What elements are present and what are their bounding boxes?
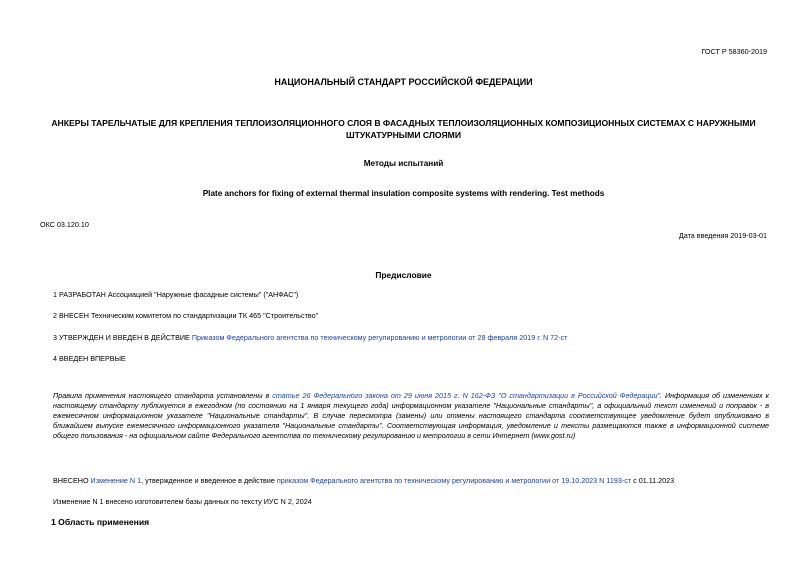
document-title-line-2: ШТУКАТУРНЫМИ СЛОЯМИ [345, 130, 462, 140]
document-title-line-1: АНКЕРЫ ТАРЕЛЬЧАТЫЕ ДЛЯ КРЕПЛЕНИЯ ТЕПЛОИЗОЛЯЦИОННОГО СЛОЯ В ФАСАДНЫХ ТЕПЛОИЗОЛЯЦИОННЫХ КОМПОЗИЦИОННЫХ СИСТЕМАХ С НАРУЖНЫМИ [51, 118, 756, 128]
foreword-item-4: 4 ВВЕДЕН ВПЕРВЫЕ [53, 354, 126, 363]
document-subtitle: Методы испытаний [363, 159, 444, 168]
foreword-item-2: 2 ВНЕСЕН Техническим комитетом по стандартизации ТК 465 "Строительство" [53, 311, 319, 320]
oks-code: ОКС 03.120.10 [40, 220, 89, 229]
rules-text-1: Правила применения настоящего стандарта установлены в [53, 391, 270, 400]
change-1-link[interactable]: Изменение N 1 [90, 476, 142, 485]
amendment-suffix: с 01.11.2023 [633, 476, 675, 485]
federal-law-link[interactable]: статье 26 Федерального закона от 29 июня 2015 г. N 162-ФЗ "О стандартизации в Российской Федерации" [272, 391, 661, 400]
document-title [0, 117, 807, 141]
amendment-middle: , утвержденное и введенное в действие [141, 476, 275, 485]
rules-text-2: . Информация об изменениях к настоящему стандарту публикуется в ежегодном (по состоянию на 1 января текущего года) информационном указателе "Национальные стандарты", а официальный текст изменений и поправок - в ежемесячном информационном указателе "Национальные стандарты". В случае пересмотра (замены) или отмены настоящего стандарта соответствующее уведомление будет опубликовано в ближайшем выпуске ежемесячного информационного указателя "Национальные стандарты". Соответствующая информация, уведомление и тексты размещаются также в информационной системе общего пользования - на официальном сайте Федерального агентства по техническому регулированию и метрологии в сети Интернет (www.gost.ru) [53, 391, 769, 440]
section-heading-scope: 1 Область применения [51, 517, 150, 527]
amendment-line [53, 476, 674, 485]
approval-order-link[interactable]: Приказом Федерального агентства по техническому регулированию и метрологии от 28 февраля 2019 г. N 72-ст [191, 333, 568, 342]
foreword-item-3-text: 3 УТВЕРЖДЕН И ВВЕДЕН В ДЕЙСТВИЕ [53, 333, 190, 342]
english-title: Plate anchors for fixing of external thermal insulation composite systems with rendering. Test methods [202, 189, 605, 198]
foreword-item-3 [53, 333, 567, 342]
amendment-prefix: ВНЕСЕНО [53, 476, 89, 485]
amendment-order-link[interactable]: приказом Федерального агентства по техническому регулированию и метрологии от 19.10.2023 N 1193-ст [276, 476, 632, 485]
foreword-item-1: 1 РАЗРАБОТАН Ассоциацией "Наружные фасадные системы" ("АНФАС") [53, 290, 299, 299]
amendment-note: Изменение N 1 внесено изготовителем базы данных по тексту ИУС N 2, 2024 [53, 497, 312, 506]
national-standard-title: НАЦИОНАЛЬНЫЙ СТАНДАРТ РОССИЙСКОЙ ФЕДЕРАЦИИ [274, 77, 533, 87]
application-rules-paragraph [53, 391, 769, 441]
document-code: ГОСТ Р 58360-2019 [701, 47, 767, 56]
foreword-heading: Предисловие [375, 270, 432, 280]
intro-date: Дата введения 2019-03-01 [678, 231, 767, 240]
